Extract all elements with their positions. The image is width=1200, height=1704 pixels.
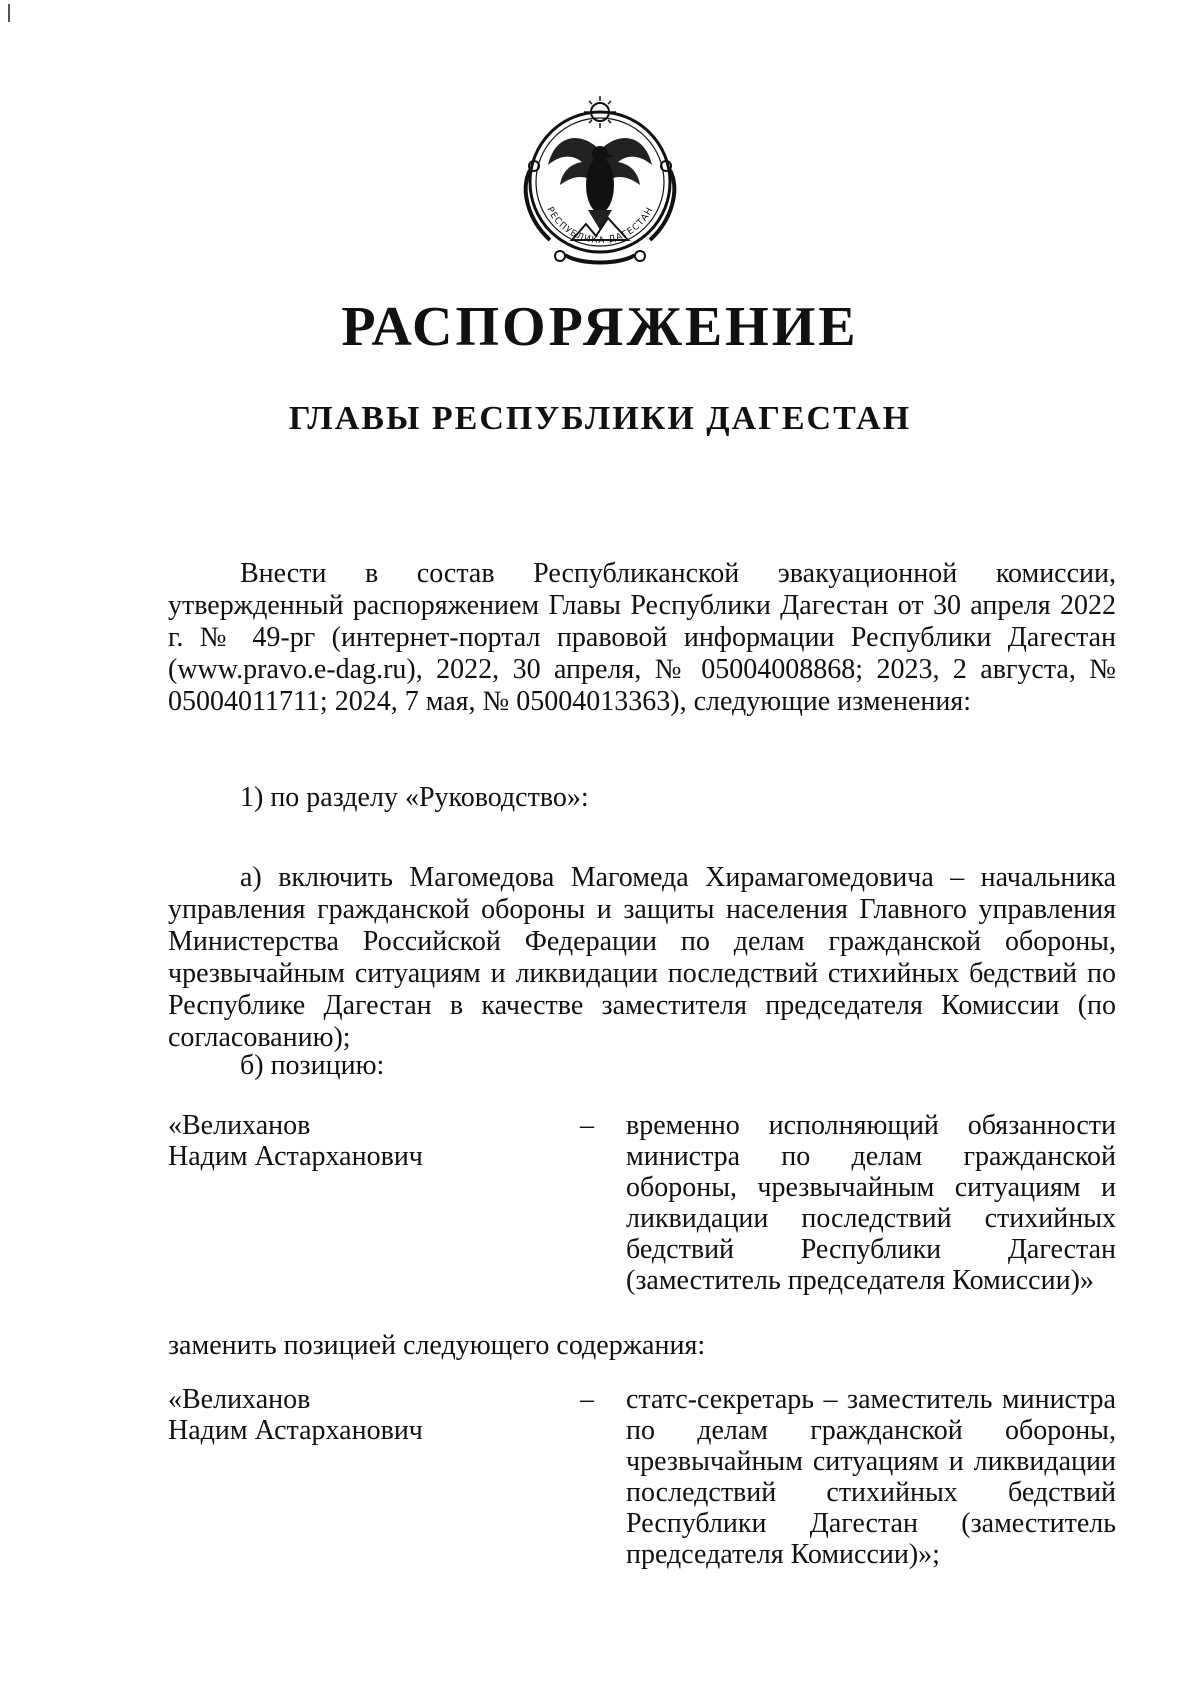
old-position-given-names: Надим Астарханович — [168, 1141, 423, 1172]
old-position-name — [168, 1110, 468, 1172]
new-position-surname: «Велиханов — [168, 1384, 311, 1415]
item-1b-text: б) позицию: — [240, 1050, 385, 1081]
intro-paragraph — [168, 558, 1116, 718]
item-1a-text: а) включить Магомедова Магомеда Хирамагомедовича – начальника управления гражданской обороны и защиты населения Главного управления Министерства Российской Федерации по делам гражданской обороны, чрезвычайным ситуациям и ликвидации последствий стихийных бедствий по Республике Дагестан в качестве заместителя председателя Комиссии (по согласованию); — [168, 862, 1116, 1053]
item-1-text: 1) по разделу «Руководство»: — [240, 782, 589, 813]
new-position-given-names: Надим Астарханович — [168, 1415, 423, 1446]
intro-text: Внести в состав Республиканской эвакуационной комиссии, утвержденный распоряжением Главы Республики Дагестан от 30 апреля 2022 г. № 49-рг (интернет-портал правовой информации Республики Дагестан (www.pravo.e-dag.ru), 2022, 30 апреля, № 05004008868; 2023, 2 августа, № 05004011711; 2024, 7 мая, № 05004013363), следующие изменения: — [168, 558, 1116, 717]
old-position-description: временно исполняющий обязанности министра по делам гражданской обороны, чрезвычайным ситуациям и ликвидации последствий стихийных бедствий Республики Дагестан (заместитель председателя Комиссии)» — [626, 1110, 1116, 1296]
dagestan-coat-of-arms-icon — [510, 90, 690, 270]
scan-edge-mark — [8, 4, 10, 22]
document-title: РАСПОРЯЖЕНИЕ — [341, 296, 859, 358]
new-position-dash: – — [580, 1384, 594, 1415]
emblem-text: РЕСПУБЛИКА ДАГЕСТАН — [544, 205, 656, 246]
new-position-description: статс-секретарь – заместитель министра по делам гражданской обороны, чрезвычайным ситуациям и ликвидации последствий стихийных бедствий Республики Дагестан (заместитель председателя Комиссии)»; — [626, 1384, 1116, 1570]
item-1 — [168, 782, 1116, 814]
old-position-dash: – — [580, 1110, 594, 1141]
new-position-name — [168, 1384, 468, 1446]
old-position-surname: «Велиханов — [168, 1110, 311, 1141]
document-subtitle: ГЛАВЫ РЕСПУБЛИКИ ДАГЕСТАН — [288, 400, 912, 437]
replace-text: заменить позицией следующего содержания: — [168, 1330, 706, 1361]
item-1b — [168, 1050, 1116, 1082]
replace-paragraph — [168, 1330, 1116, 1362]
item-1a — [168, 862, 1116, 1054]
